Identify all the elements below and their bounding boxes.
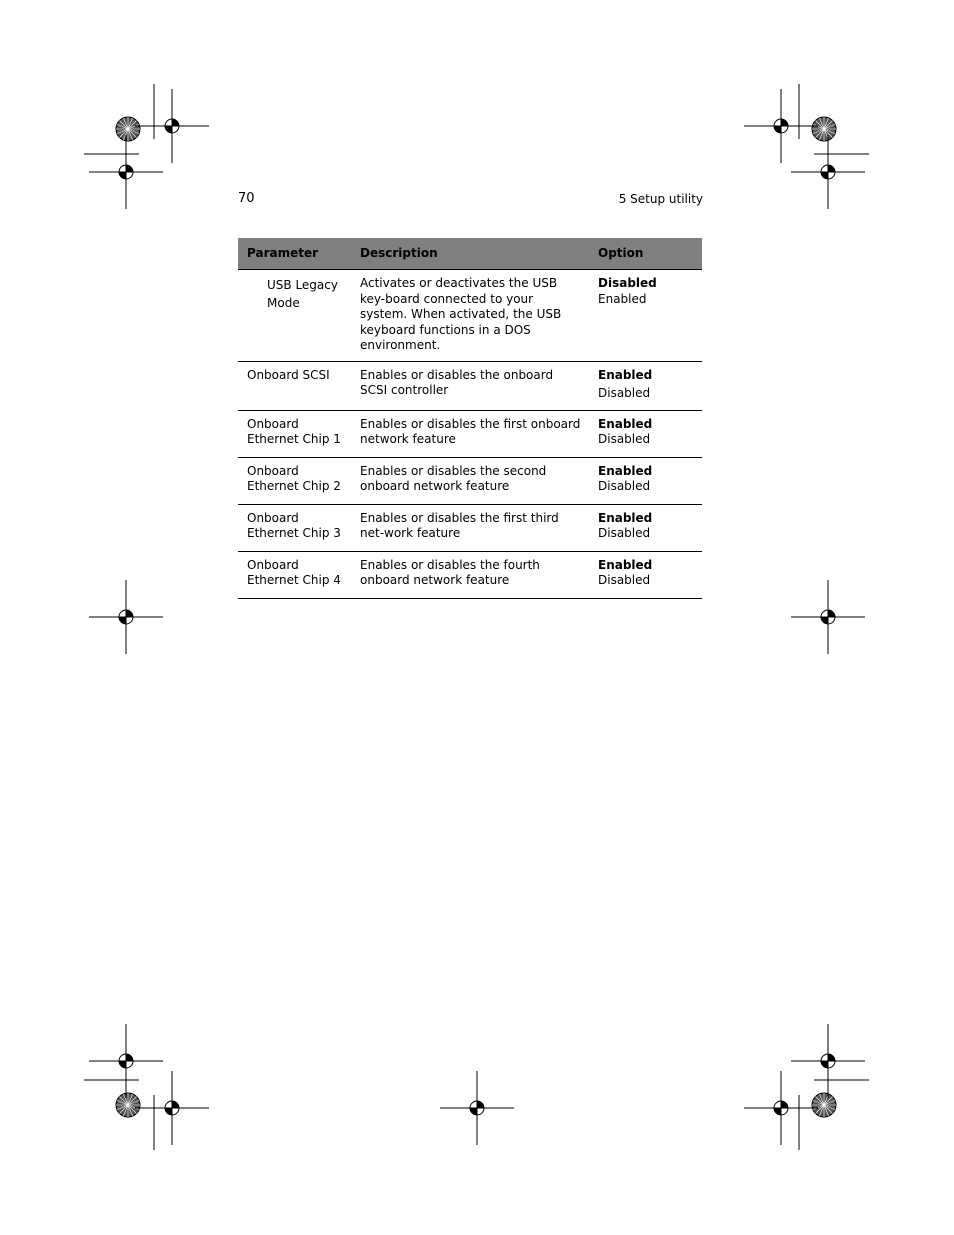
option-alternate: Disabled (598, 573, 651, 587)
star-target-icon (812, 1093, 836, 1117)
star-target-icon (116, 117, 140, 141)
option-default: Enabled (598, 367, 653, 382)
table-row (238, 551, 702, 598)
parameter-name: Onboard Ethernet Chip 2 (238, 457, 351, 504)
option-default: Enabled (598, 463, 653, 478)
parameter-name: Onboard SCSI (238, 361, 351, 410)
registration-mark-icon (744, 89, 818, 163)
table-row (238, 410, 702, 457)
description-cell: Enables or disables the fourth onboard network feature (351, 551, 589, 598)
registration-mark-icon (135, 89, 209, 163)
description-cell: Enables or disables the second onboard network feature (351, 457, 589, 504)
option-alternate: Disabled (598, 526, 651, 540)
option-alternate: Disabled (598, 386, 651, 400)
registration-mark-icon (440, 1071, 514, 1145)
option-default: Enabled (598, 510, 653, 525)
star-target-icon (116, 1093, 140, 1117)
column-header-parameter: Parameter (238, 238, 351, 270)
option-default: Enabled (598, 416, 653, 431)
column-header-description: Description (351, 238, 589, 270)
description-cell: Enables or disables the first onboard network feature (351, 410, 589, 457)
option-alternate: Enabled (598, 291, 647, 306)
table-row (238, 504, 702, 551)
star-target-icon (812, 117, 836, 141)
column-header-option: Option (589, 238, 702, 270)
option-default: Enabled (598, 557, 653, 572)
option-cell (589, 551, 702, 598)
option-alternate: Disabled (598, 479, 651, 493)
option-alternate: Disabled (598, 432, 651, 446)
running-header: 5 Setup utility (618, 192, 703, 206)
table-row (238, 457, 702, 504)
parameter-name: USB Legacy Mode (267, 278, 338, 310)
registration-mark-icon (89, 580, 163, 654)
registration-mark-icon (791, 1024, 865, 1098)
parameter-name: Onboard Ethernet Chip 3 (238, 504, 351, 551)
registration-mark-icon (89, 135, 163, 209)
option-cell (589, 457, 702, 504)
option-default: Disabled (598, 276, 657, 290)
registration-mark-icon (135, 1071, 209, 1145)
table-header-row (238, 238, 702, 270)
option-cell (589, 361, 702, 410)
parameter-name: Onboard Ethernet Chip 1 (238, 410, 351, 457)
table-row (238, 270, 702, 362)
registration-mark-icon (744, 1071, 818, 1145)
option-cell (589, 504, 702, 551)
option-cell (589, 270, 702, 362)
description-cell: Enables or disables the onboard SCSI controller (351, 361, 589, 410)
registration-mark-icon (89, 1024, 163, 1098)
parameter-table (238, 238, 702, 599)
parameter-cell (238, 270, 351, 362)
description-cell: Activates or deactivates the USB key-board connected to your system. When activated, the USB keyboard functions in a DOS environment. (351, 270, 589, 362)
registration-mark-icon (791, 135, 865, 209)
description-cell: Enables or disables the first third net-work feature (351, 504, 589, 551)
page-number: 70 (238, 191, 255, 206)
registration-mark-icon (791, 580, 865, 654)
parameter-name: Onboard Ethernet Chip 4 (238, 551, 351, 598)
table-row (238, 361, 702, 410)
option-cell (589, 410, 702, 457)
